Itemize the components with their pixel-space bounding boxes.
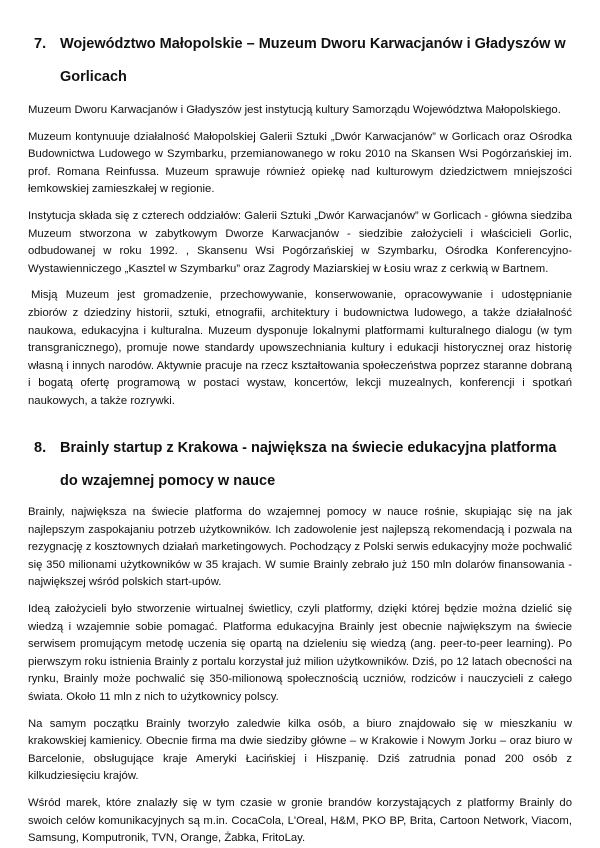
paragraph: Muzeum Dworu Karwacjanów i Gładyszów jest instytucją kultury Samorządu Województwa Małopolskiego.	[28, 104, 561, 116]
paragraph: Ideą założycieli było stworzenie wirtualnej świetlicy, czyli platformy, dzięki której będzie można dzielić się wiedzą i wzajemnie sobie pomagać. Platforma edukacyjna Brainly jest obecnie największym na świecie serwisem promującym metodę uczenia się opartą na dzieleniu się wiedzą (ang. peer-to-peer learning). Po pierwszym roku istnienia Brainly z portalu korzystał już milion użytkowników. Dziś, po 12 latach obecności na rynku, Brainly może pochwalić się 350-milionową społecznością uczniów, rodziców i nauczycieli z całego świata. Około 11 mln z nich to użytkownicy polscy.	[28, 602, 572, 703]
section-number: 8.	[34, 440, 47, 456]
paragraph: Misją Muzeum jest gromadzenie, przechowywanie, konserwowanie, opracowywanie i udostępnianie zbiorów z dziedziny historii, sztuki, etnografii, architektury i budownictwa ludowego, a także działalność naukowa, edukacyjna i kulturalna. Muzeum dysponuje lokalnymi platformami kulturalnego dialogu (w tym transgranicznego), promuje nowe standardy upowszechniania kultury i edukacji historycznej oraz historię własną i innych narodów. Aktywnie pracuje na rzecz kształtowania społeczeństwa poprzez staranne dobraną i bogatą ofertę programową w postaci wystaw, koncertów, lekcji muzealnych, konferencji i spotkań naukowych, a także rozrywki.	[28, 289, 572, 407]
section-heading	[28, 28, 572, 94]
section-title: Brainly startup z Krakowa - największa na świecie edukacyjna platforma do wzajemnej pomocy w nauce	[60, 440, 557, 489]
section-7	[28, 28, 572, 411]
paragraph: Wśród marek, które znalazły się w tym czasie w gronie brandów korzystających z platformy Brainly do swoich celów komunikacyjnych są m.in. CocaCola, L'Oreal, H&M, PKO BP, Brita, Cartoon Network, Viacom, Samsung, Komputronik, TVN, Orange, Żabka, FritoLay.	[28, 796, 572, 845]
section-8	[28, 432, 572, 848]
section-heading	[28, 432, 572, 498]
paragraph: Muzeum kontynuuje działalność Małopolskiej Galerii Sztuki „Dwór Karwacjanów” w Gorlicach oraz Ośrodka Budownictwa Ludowego w Szymbarku, przemianowanego w roku 2010 na Skansen Wsi Pogórzańskiej im. prof. Romana Reinfussa. Muzeum sprawuje również opiekę nad kulturowym dziedzictwem mniejszości łemkowskiej zamieszkałej w regionie.	[28, 130, 572, 196]
paragraph: Instytucja składa się z czterech oddziałów: Galerii Sztuki „Dwór Karwacjanów” w Gorlicach - główna siedziba Muzeum stworzona w zabytkowym Dworze Karwacjanów - siedzibie założycieli i właścicieli Gorlic, odbudowanej w roku 1992. , Skansenu Wsi Pogórzańskiej w Szymbarku, Ośrodka Konferencyjno-Wystawienniczego „Kasztel w Szymbarku” oraz Zagrody Maziarskiej w Łosiu wraz z cerkwią w Bartnem.	[28, 209, 572, 275]
section-number: 7.	[34, 36, 47, 52]
paragraph: Brainly, największa na świecie platforma do wzajemnej pomocy w nauce rośnie, skupiając się na jak najlepszym zaspokajaniu potrzeb użytkowników. Ich zadowolenie jest najlepszą rekomendacją i pozwala na rezygnację z kosztownych działań marketingowych. Pochodzący z Polski serwis edukacyjny może pochwalić się 350 milionami użytkowników w 35 krajach. W sumie Brainly zebrało już 150 mln dolarów finansowania - największej wśród polskich start-upów.	[28, 506, 572, 589]
paragraph: Na samym początku Brainly tworzyło zaledwie kilka osób, a biuro znajdowało się w mieszkaniu w krakowskiej kamienicy. Obecnie firma ma dwie siedziby główne – w Krakowie i Nowym Jorku – oraz biuro w Barcelonie, obsługujące kraje Ameryki Łacińskiej i Hiszpanię. Dziś zatrudnia ponad 200 osób z kilkudziesięciu krajów.	[28, 717, 572, 783]
section-title: Województwo Małopolskie – Muzeum Dworu Karwacjanów i Gładyszów w Gorlicach	[60, 36, 566, 85]
